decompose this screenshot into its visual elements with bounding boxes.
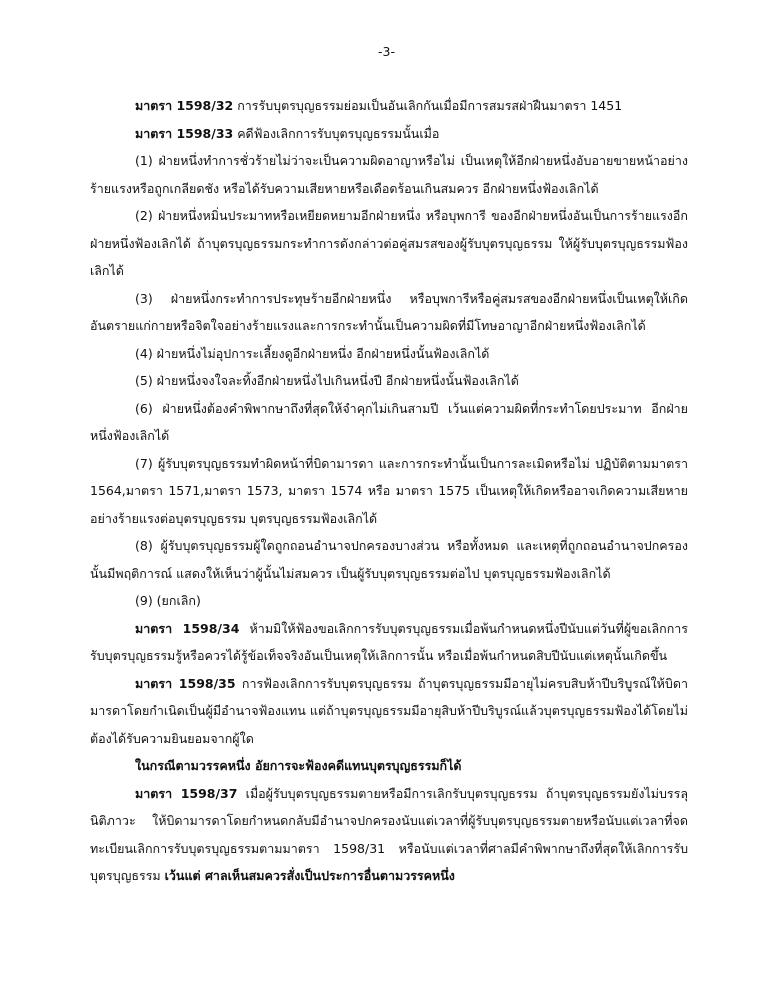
section-heading: มาตรา 1598/34	[135, 620, 240, 636]
section-text: การฟ้องเลิกการรับบุตรบุญธรรม ถ้าบุตรบุญธรรมมีอายุไม่ครบสิบห้าปีบริบูรณ์ให้บิดามารดาโดยกำเนิดเป็นผู้มีอำนาจฟ้องแทน แต่ถ้าบุตรบุญธรรมมีอายุสิบห้าปีบริบูรณ์แล้วบุตรบุญธรรมฟ้องได้โดยไม่ต้องได้รับความยินยอมจากผู้ใด	[90, 675, 688, 746]
clause-8: (8) ผู้รับบุตรบุญธรรมผู้ใดถูกถอนอำนาจปกครองบางส่วน หรือทั้งหมด และเหตุที่ถูกถอนอำนาจปกครองนั้นมีพฤติการณ์ แสดงให้เห็นว่าผู้นั้นไม่สมควร เป็นผู้รับบุตรบุญธรรมต่อไป บุตรบุญธรรมฟ้องเลิกได้	[90, 538, 688, 581]
document-body	[90, 92, 688, 890]
bold-sentence: ในกรณีตามวรรคหนึ่ง อัยการจะฟ้องคดีแทนบุตรบุญธรรมก็ได้	[135, 758, 462, 773]
section-text: คดีฟ้องเลิกการรับบุตรบุญธรรมนั้นเมื่อ	[233, 125, 440, 141]
clause-5: (5) ฝ่ายหนึ่งจงใจละทิ้งอีกฝ่ายหนึ่งไปเกินหนึ่งปี อีกฝ่ายหนึ่งนั้นฟ้องเลิกได้	[135, 373, 519, 388]
section-1598-33	[90, 120, 688, 148]
section-1598-35-paragraph-2	[90, 752, 688, 780]
section-1598-37	[90, 780, 688, 890]
section-heading: มาตรา 1598/32	[135, 98, 234, 113]
clause-2: (2) ฝ่ายหนึ่งหมิ่นประมาทหรือเหยียดหยามอีกฝ่ายหนึ่ง หรือบุพการี ของอีกฝ่ายหนึ่งอันเป็นการร้ายแรงอีกฝ่ายหนึ่งฟ้องเลิกได้ ถ้าบุตรบุญธรรมกระทำการดังกล่าวต่อคู่สมรสของผู้รับบุตรบุญธรรม ให้ผู้รับบุตรบุญธรรมฟ้องเลิกได้	[90, 208, 688, 278]
section-1598-32	[90, 92, 688, 120]
clause-9: (9) (ยกเลิก)	[135, 593, 201, 608]
section-heading: มาตรา 1598/37	[135, 785, 238, 801]
clause-6: (6) ฝ่ายหนึ่งต้องคำพิพากษาถึงที่สุดให้จำคุกไม่เกินสามปี เว้นแต่ความผิดที่กระทำโดยประมาท อีกฝ่ายหนึ่งฟ้องเลิกได้	[90, 400, 688, 443]
clause-1: (1) ฝ่ายหนึ่งทำการชั่วร้ายไม่ว่าจะเป็นความผิดอาญาหรือไม่ เป็นเหตุให้อีกฝ่ายหนึ่งอับอายขายหน้าอย่างร้ายแรงหรือถูกเกลียดชัง หรือได้รับความเสียหายหรือเดือดร้อนเกินสมควร อีกฝ่ายหนึ่งฟ้องเลิกได้	[90, 153, 688, 196]
section-1598-34	[90, 615, 688, 670]
clause-3: (3) ฝ่ายหนึ่งกระทำการประทุษร้ายอีกฝ่ายหนึ่ง หรือบุพการีหรือคู่สมรสของอีกฝ่ายหนึ่งเป็นเหตุให้เกิดอันตรายแก่กายหรือจิตใจอย่างร้ายแรงและการกระทำนั้นเป็นความผิดที่มีโทษอาญาอีกฝ่ายหนึ่งฟ้องเลิกได้	[90, 290, 688, 333]
clause-4: (4) ฝ่ายหนึ่งไม่อุปการะเลี้ยงดูอีกฝ่ายหนึ่ง อีกฝ่ายหนึ่งนั้นฟ้องเลิกได้	[135, 345, 490, 361]
clause-7: (7) ผู้รับบุตรบุญธรรมทำผิดหน้าที่บิดามารดา และการกระทำนั้นเป็นการละเมิดหรือไม่ ปฏิบัติตามมาตรา 1564,มาตรา 1571,มาตรา 1573, มาตรา 1574 หรือ มาตรา 1575 เป็นเหตุให้เกิดหรืออาจเกิดความเสียหายอย่างร้ายแรงต่อบุตรบุญธรรม บุตรบุญธรรมฟ้องเลิกได้	[90, 455, 688, 526]
section-heading: มาตรา 1598/33	[135, 125, 234, 141]
section-text: เมื่อผู้รับบุตรบุญธรรมตายหรือมีการเลิกรับบุตรบุญธรรม ถ้าบุตรบุญธรรมยังไม่บรรลุนิติภาวะ ให้บิดามารดาโดยกำหนดกลับมีอำนาจปกครองนับแต่เวลาที่ผู้รับบุตรบุญธรรมตายหรือนับแต่เวลาที่จดทะเบียนเลิกการรับบุตรบุญธรรมตามมาตรา 1598/31 หรือนับแต่เวลาที่ศาลมีคำพิพากษาถึงที่สุดให้เลิกการรับบุตรบุญธรรม	[90, 785, 688, 883]
section-text: ห้ามมิให้ฟ้องขอเลิกการรับบุตรบุญธรรมเมื่อพ้นกำหนดหนึ่งปีนับแต่วันที่ผู้ขอเลิกการรับบุตรบุญธรรมรู้หรือควรได้รู้ข้อเท็จจริงอันเป็นเหตุให้เลิกการนั้น หรือเมื่อพ้นกำหนดสิบปีนับแต่เหตุนั้นเกิดขึ้น	[90, 620, 689, 663]
section-text: การรับบุตรบุญธรรมย่อมเป็นอันเลิกกันเมื่อมีการสมรสฝ่าฝืนมาตรา 1451	[233, 98, 623, 113]
section-text-bold-tail: เว้นแต่ ศาลเห็นสมควรสั่งเป็นประการอื่นตามวรรคหนึ่ง	[164, 868, 455, 883]
section-1598-35	[90, 670, 688, 753]
section-heading: มาตรา 1598/35	[135, 675, 236, 691]
page-number: -3-	[378, 44, 395, 59]
